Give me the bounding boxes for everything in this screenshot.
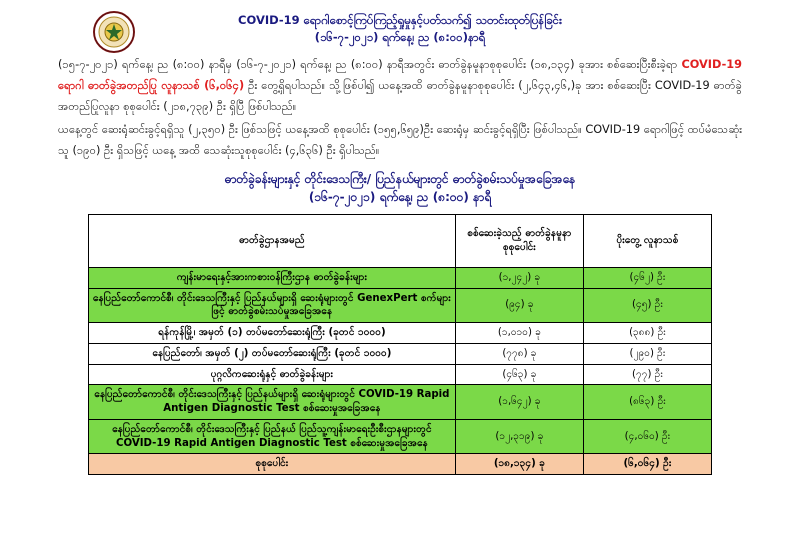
table-row xyxy=(89,364,712,385)
page-subtitle: (၁၆-၇-၂၀၂၁) ရက်နေ့၊ ည (၈:၀၀)နာရီ xyxy=(314,29,486,44)
cell-lab-name: ကျန်းမာရေးနှင့်အားကစားဝန်ကြီးဌာန ဓာတ်ခွဲခန်းများ xyxy=(89,267,456,288)
section-title-line-2: (၁၆-၇-၂၀၂၁) ရက်နေ့၊ ည (၈:၀၀) နာရီ xyxy=(308,189,492,204)
cell-lab-name: နေပြည်တော်၊ အမှတ် (၂) တပ်မတော်ဆေးရုံကြီး (ခုတင် ၁၀၀၀) xyxy=(89,343,456,364)
cell-new-positive: (၄၆၂) ဦး xyxy=(583,267,711,288)
cell-new-positive: (၆,၀၆၄) ဦး xyxy=(583,454,711,475)
cell-new-positive: (၄၅) ဦး xyxy=(583,288,711,323)
cell-new-positive: (၈၆၃) ဦး xyxy=(583,385,711,420)
cell-tested-total: (၁,၂၄၂) ခု xyxy=(455,267,583,288)
paragraph-1 xyxy=(58,55,742,118)
cell-tested-total: (၁၂,၃၁၉) ခု xyxy=(455,419,583,454)
cell-lab-name: နေပြည်တော်ကောင်စီ၊ တိုင်းဒေသကြီးနှင့် ပြည်နယ်များရှိ ဆေးရုံများတွင် GenexPert စက်များဖြင့် ဓာတ်ခွဲစမ်းသပ်မှုအခြေအနေ xyxy=(89,288,456,323)
cell-lab-name: စုစုပေါင်း xyxy=(89,454,456,475)
table-row xyxy=(89,288,712,323)
cell-new-positive: (၇၇) ဦး xyxy=(583,364,711,385)
cell-tested-total: (၁,၆၄၂) ခု xyxy=(455,385,583,420)
paragraph-2: ယနေ့တွင် ဆေးရုံဆင်းခွင့်ရရှိသူ (၂,၃၅၀) ဦး ဖြစ်သဖြင့် ယနေ့အထိ စုစုပေါင်း (၁၅၅,၆၅၉)ဦး ဆေးရုံမှ ဆင်းခွင့်ရရှိပြီး ဖြစ်ပါသည်။ COVID-19 ရောဂါဖြင့် ထပ်မံသေဆုံးသူ (၁၉၀) ဦး ရှိသဖြင့် ယနေ့ အထိ သေဆုံးသူစုစုပေါင်း (၄,၆၃၆) ဦး ရှိပါသည်။ xyxy=(58,123,742,157)
table-row xyxy=(89,267,712,288)
table-row-total xyxy=(89,454,712,475)
column-header-lab-name: ဓာတ်ခွဲဌာနအမည် xyxy=(89,214,456,267)
cell-tested-total: (၉၄) ခု xyxy=(455,288,583,323)
cell-tested-total: (၁,၀၁၀) ခု xyxy=(455,323,583,344)
body-text xyxy=(58,55,742,161)
cell-tested-total: (၇၇၈) ခု xyxy=(455,343,583,364)
cell-new-positive: (၄,၀၆၀) ဦး xyxy=(583,419,711,454)
table-head xyxy=(89,214,712,267)
cell-lab-name: ပုဂ္ဂလိကဆေးရုံနှင့် ဓာတ်ခွဲခန်းများ xyxy=(89,364,456,385)
cell-lab-name: ရန်ကုန်မြို့၊ အမှတ် (၁) တပ်မတော်ဆေးရုံကြီး (ခုတင် ၁၀၀၀) xyxy=(89,323,456,344)
table-row xyxy=(89,385,712,420)
cell-lab-name: နေပြည်တော်ကောင်စီ၊ တိုင်းဒေသကြီးနှင့် ပြည်နယ် ပြည်သူ့ကျန်းမာရေးဦးစီးဌာနများတွင် COVID-19 Rapid Antigen Diagnostic Test စစ်ဆေးမှုအခြေအနေ xyxy=(89,419,456,454)
paragraph-1-part-2: ဦး တွေ့ရှိရပါသည်။ သို့ဖြစ်ပါ၍ ယနေ့အထိ ဓာတ်ခွဲနမူနာစုစုပေါင်း (၂,၆၄၃,၄၆,)ခု အား စစ်ဆေးပြီး COVID-19 ဓာတ်ခွဲအတည်ပြုလူနာ စုစုပေါင်း (၂၁၈,၇၃၉) ဦး ရှိပြီ ဖြစ်ပါသည်။ xyxy=(58,79,742,114)
table-row xyxy=(89,343,712,364)
section-title-line-1: ဓာတ်ခွဲခန်းများနှင့် တိုင်းဒေသကြီး/ ပြည်နယ်များတွင် ဓာတ်ခွဲစမ်းသပ်မှုအခြေအနေ xyxy=(224,171,576,186)
section-title xyxy=(0,170,800,206)
ministry-seal-icon xyxy=(92,10,136,54)
cell-tested-total: (၄၆၃) ခု xyxy=(455,364,583,385)
table-row xyxy=(89,323,712,344)
lab-results-table-wrapper xyxy=(88,214,712,475)
table-body xyxy=(89,267,712,474)
table-header-row xyxy=(89,214,712,267)
lab-results-table xyxy=(88,214,712,475)
cell-lab-name: နေပြည်တော်ကောင်စီ၊ တိုင်းဒေသကြီးနှင့် ပြည်နယ်များရှိ ဆေးရုံများတွင် COVID-19 Rapid Antigen Diagnostic Test စစ်ဆေးမှုအခြေအနေ xyxy=(89,385,456,420)
cell-tested-total: (၁၈,၁၃၄) ခု xyxy=(455,454,583,475)
page-title: COVID-19 ရောဂါစောင့်ကြပ်ကြည့်ရှုမှုနှင့်ပတ်သက်၍ သတင်းထုတ်ပြန်ခြင်း xyxy=(238,13,562,27)
cell-new-positive: (၃၈၈) ဦး xyxy=(583,323,711,344)
column-header-tested-total: စစ်ဆေးခဲ့သည့် ဓာတ်ခွဲနမူနာ စုစုပေါင်း xyxy=(455,214,583,267)
paragraph-1-highlight: COVID-19 ရောဂါ ဓာတ်ခွဲအတည်ပြု လူနာသစ် (၆,၀၆၄) xyxy=(58,58,742,93)
cell-new-positive: (၂၉၀) ဦး xyxy=(583,343,711,364)
paragraph-1-part-1: (၁၅-၇-၂၀၂၁) ရက်နေ့၊ ည (၈:၀၀) နာရီမှ (၁၆-၇-၂၀၂၁) ရက်နေ့၊ ည (၈:၀၀) နာရီအတွင်း ဓာတ်ခွဲနမူနာစုစုပေါင်း (၁၈,၁၃၄) ခုအား စစ်ဆေးပြီးစီးခဲ့ရာ xyxy=(58,58,682,72)
column-header-new-positive: ပိုးတွေ့ လူနာသစ် xyxy=(583,214,711,267)
table-row xyxy=(89,419,712,454)
